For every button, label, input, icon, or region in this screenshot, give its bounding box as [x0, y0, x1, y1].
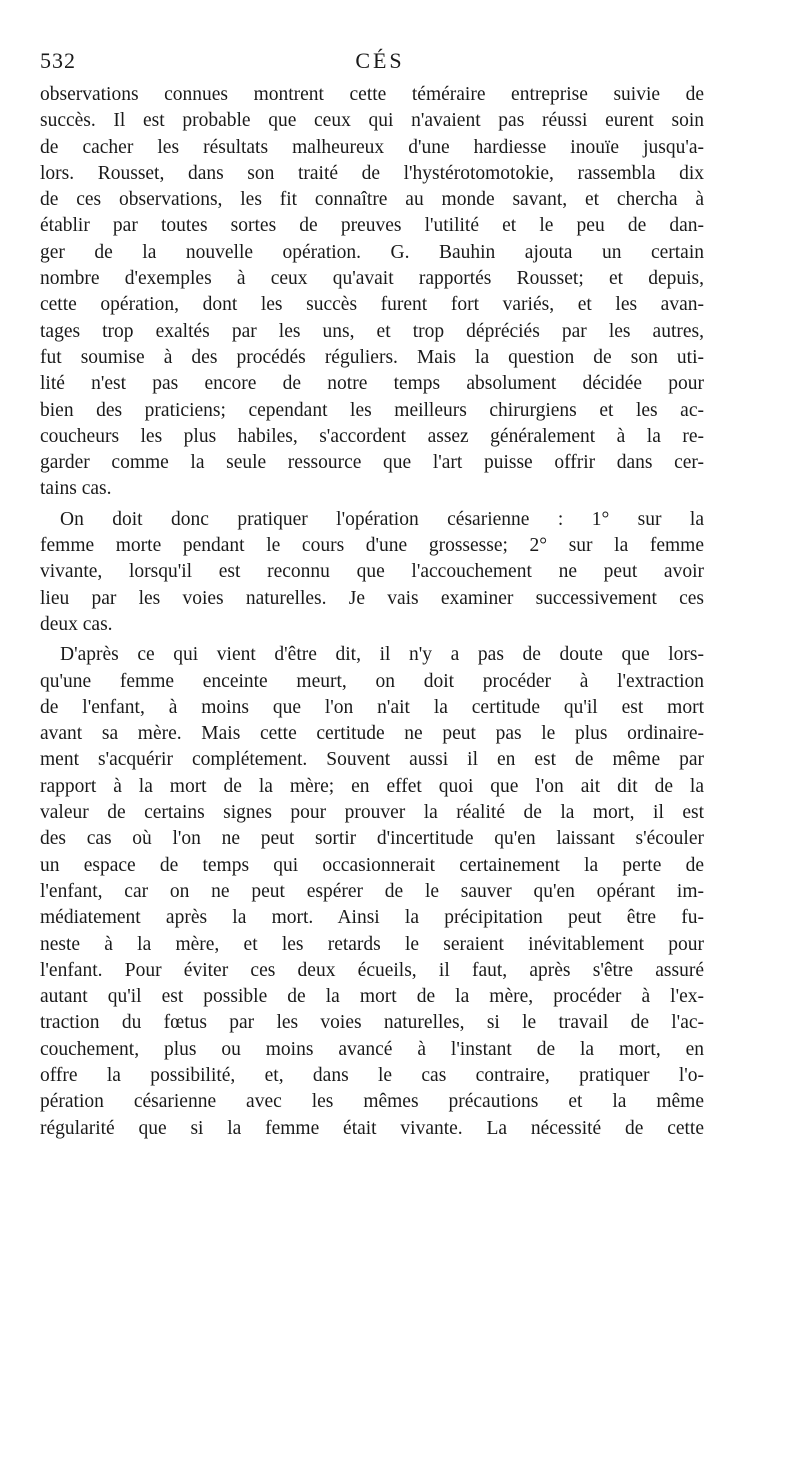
text-line: fut soumise à des procédés réguliers. Mais la question de son uti-	[40, 346, 704, 368]
text-line: régularité que si la femme était vivante. La nécessité de cette	[40, 1117, 704, 1139]
text-line: femme morte pendant le cours d'une grossesse; 2° sur la femme	[40, 535, 704, 557]
text-line: succès. Il est probable que ceux qui n'avaient pas réussi eurent soin	[40, 110, 704, 132]
text-line: vivante, lorsqu'il est reconnu que l'accouchement ne peut avoir	[40, 561, 704, 583]
text-line: D'après ce qui vient d'être dit, il n'y a pas de doute que lors-	[60, 644, 704, 666]
text-line: neste à la mère, et les retards le seraient inévitablement pour	[40, 933, 704, 955]
text-line: l'enfant, car on ne peut espérer de le sauver qu'en opérant im-	[40, 880, 704, 902]
text-line: un espace de temps qui occasionnerait certainement la perte de	[40, 854, 704, 876]
text-line: bien des praticiens; cependant les meilleurs chirurgiens et les ac-	[40, 399, 704, 421]
text-line: lors. Rousset, dans son traité de l'hystérotomotokie, rassembla dix	[40, 162, 704, 184]
text-line: couchement, plus ou moins avancé à l'instant de la mort, en	[40, 1038, 704, 1060]
text-line: établir par toutes sortes de preuves l'utilité et le peu de dan-	[40, 215, 704, 237]
text-line: l'enfant. Pour éviter ces deux écueils, il faut, après s'être assuré	[40, 959, 704, 981]
text-line: deux cas.	[40, 613, 113, 635]
text-line: de ces observations, les fit connaître au monde savant, et chercha à	[40, 189, 704, 211]
body-text	[40, 82, 704, 1142]
text-line: On doit donc pratiquer l'opération césarienne : 1° sur la	[60, 508, 704, 530]
text-line: lieu par les voies naturelles. Je vais examiner successivement ces	[40, 587, 704, 609]
page-number: 532	[40, 48, 76, 73]
text-line: de l'enfant, à moins que l'on n'ait la certitude qu'il est mort	[40, 696, 704, 718]
text-line: nombre d'exemples à ceux qu'avait rapportés Rousset; et depuis,	[40, 268, 704, 290]
text-line: des cas où l'on ne peut sortir d'incertitude qu'en laissant s'écouler	[40, 828, 704, 850]
text-line: garder comme la seule ressource que l'art puisse offrir dans cer-	[40, 452, 704, 474]
text-line: offre la possibilité, et, dans le cas contraire, pratiquer l'o-	[40, 1064, 704, 1086]
text-line: coucheurs les plus habiles, s'accordent assez généralement à la re-	[40, 425, 704, 447]
text-line: traction du fœtus par les voies naturelles, si le travail de l'ac-	[40, 1012, 704, 1034]
text-line: ment s'acquérir complétement. Souvent aussi il en est de même par	[40, 749, 704, 771]
text-line: de cacher les résultats malheureux d'une hardiesse inouïe jusqu'a-	[40, 136, 704, 158]
paragraph	[40, 642, 704, 1142]
text-line: ger de la nouvelle opération. G. Bauhin ajouta un certain	[40, 241, 704, 263]
paragraph	[40, 82, 704, 503]
text-line: tains cas.	[40, 478, 112, 500]
text-line: lité n'est pas encore de notre temps absolument décidée pour	[40, 373, 704, 395]
text-line: autant qu'il est possible de la mort de la mère, procéder à l'ex-	[40, 986, 704, 1008]
text-line: tages trop exaltés par les uns, et trop dépréciés par les autres,	[40, 320, 704, 342]
text-line: observations connues montrent cette téméraire entreprise suivie de	[40, 84, 704, 105]
text-line: cette opération, dont les succès furent fort variés, et les avan-	[40, 294, 704, 316]
text-line: rapport à la mort de la mère; en effet quoi que l'on ait dit de la	[40, 775, 704, 797]
running-title: CÉS	[355, 48, 405, 73]
paragraph	[40, 507, 704, 638]
text-line: qu'une femme enceinte meurt, on doit procéder à l'extraction	[40, 670, 704, 692]
text-line: pération césarienne avec les mêmes précautions et la même	[40, 1091, 704, 1113]
text-line: valeur de certains signes pour prouver la réalité de la mort, il est	[40, 802, 704, 824]
text-line: médiatement après la mort. Ainsi la précipitation peut être fu-	[40, 907, 704, 929]
text-line: avant sa mère. Mais cette certitude ne peut pas le plus ordinaire-	[40, 723, 704, 745]
running-head	[40, 48, 720, 80]
